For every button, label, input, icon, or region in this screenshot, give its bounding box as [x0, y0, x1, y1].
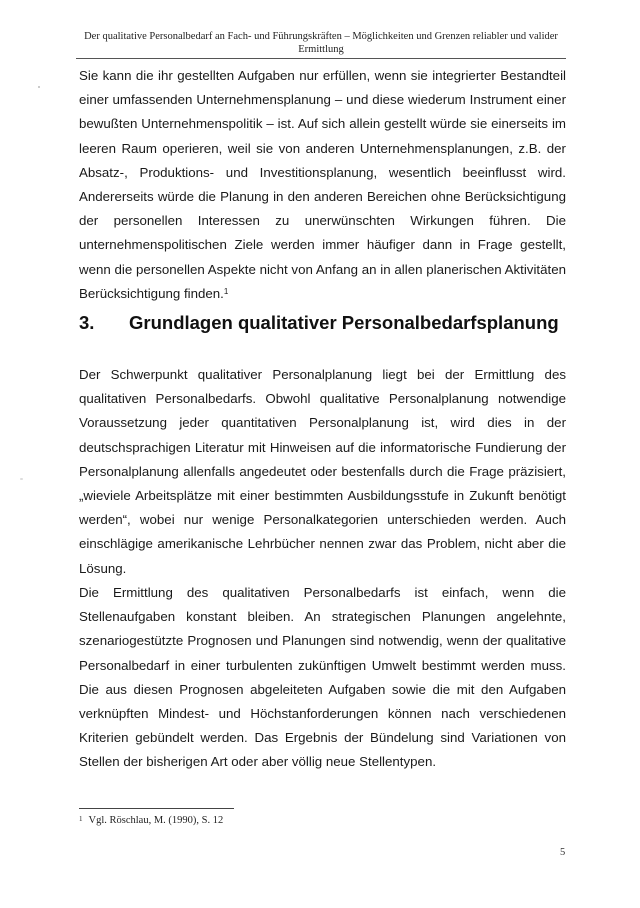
section-heading [79, 312, 566, 334]
page-number: 5 [560, 847, 566, 858]
paragraph-1 [79, 64, 566, 306]
footnote-reference[interactable]: 1 [223, 286, 229, 296]
header-divider [76, 58, 566, 59]
running-header: Der qualitative Personalbedarf an Fach- und Führungskräften – Möglichkeiten und Grenzen reliabler und valider Ermittlung [84, 31, 558, 55]
section-number: 3. [79, 312, 95, 333]
footnote-divider [79, 808, 234, 809]
footnote-mark: 1 [79, 815, 83, 823]
footnote-text: Vgl. Röschlau, M. (1990), S. 12 [88, 815, 224, 826]
section-title: Grundlagen qualitativer Personalbedarfsplanung [129, 312, 559, 333]
paragraph-1-text: Sie kann die ihr gestellten Aufgaben nur erfüllen, wenn sie integrierter Bestandteil einer umfassenden Unternehmensplanung – und diese wiederum Instrument einer bewußten Unternehmenspolitik – ist. Auf sich allein gestellt würde sie einerseits im leeren Raum operieren, weil sie von anderen Unternehmensplanungen, z.B. der Absatz-, Produktions- und Investitionsplanung, wesentlich beeinflusst wird. Andererseits würde die Planung in den anderen Bereichen ohne Berücksichtigung der personellen Interessen zu unerwünschten Wirkungen führen. Die unternehmenspolitischen Ziele werden immer häufiger dann in Frage gestellt, wenn die personellen Aspekte nicht von Anfang an in allen planerischen Aktivitäten Berücksichtigung finden. [79, 68, 566, 301]
paragraph-2: Der Schwerpunkt qualitativer Personalplanung liegt bei der Ermittlung des qualitativen Personalbedarfs. Obwohl qualitative Personalplanung notwendige Voraussetzung jeder quantitativen Personalplanung ist, wird dies in der deutschsprachigen Literatur mit Hinweisen auf die informatorische Fundierung der Personalplanung allenfalls angedeutet oder bestenfalls durch die Frage präzisiert, „wieviele Arbeitsplätze mit einer bestimmten Ausbildungsstufe in Zukunft benötigt werden“, wobei nur wenige Personalkategorien unterschieden werden. Auch einschlägige amerikanische Lehrbücher nennen zwar das Problem, nicht aber die Lösung. [79, 367, 566, 576]
footnote [79, 815, 223, 826]
scan-artifact [20, 478, 23, 480]
paragraph-3: Die Ermittlung des qualitativen Personalbedarfs ist einfach, wenn die Stellenaufgaben konstant bleiben. An strategischen Planungen angelehnte, szenariogestützte Prognosen und Planungen sind notwendig, wenn der qualitative Personalbedarf in einer turbulenten zukünftigen Umwelt bestimmt werden muss. Die aus diesen Prognosen abgeleiteten Aufgaben sowie die mit den Aufgaben verknüpften Mindest- und Höchstanforderungen können nach verschiedenen Kriterien gebündelt werden. Das Ergebnis der Bündelung sind Variationen von Stellen der bisherigen Art oder aber völlig neue Stellentypen. [79, 585, 566, 770]
scan-artifact [38, 86, 40, 88]
